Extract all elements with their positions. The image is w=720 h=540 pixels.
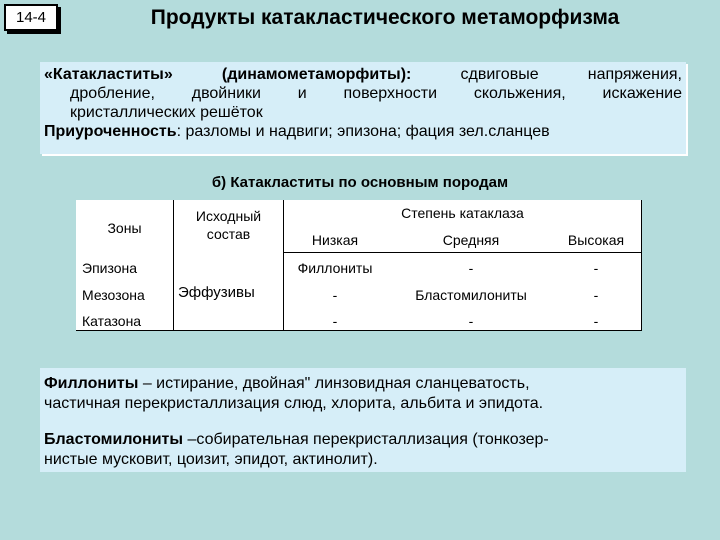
cell-low: Филлониты (297, 260, 373, 276)
degree-high: Высокая (567, 232, 625, 248)
notes-box (40, 368, 686, 472)
note-phyllonites (44, 374, 530, 393)
intro-line-1 (44, 65, 682, 84)
cell-mid: - (468, 260, 474, 276)
intro-term: «Катакластиты» (динамометаморфиты): (44, 66, 412, 83)
table-divider (283, 252, 642, 253)
header-degree: Степень катаклаза (401, 205, 524, 221)
confinement-term: Приуроченность (44, 123, 177, 140)
cell-high: - (593, 313, 599, 329)
cell-low: - (332, 287, 338, 303)
table-caption: б) Катакластиты по основным породам (211, 174, 509, 191)
header-source: Исходный состав (195, 208, 262, 242)
cell-high: - (593, 260, 599, 276)
intro-line-1-text: сдвиговые напряжения, (460, 66, 682, 83)
phyllonites-term: Филлониты (44, 375, 139, 392)
header-zones: Зоны (107, 220, 142, 236)
table-divider (76, 330, 642, 331)
intro-line-4 (44, 122, 682, 141)
cell-mid: Бластомилониты (415, 287, 527, 303)
note-blastomylonites-line-2: нистые мусковит, цоизит, эпидот, актинолит). (44, 451, 378, 468)
cell-high: - (593, 287, 599, 303)
degree-low: Низкая (311, 232, 359, 248)
blastomylonites-term: Бластомилониты (44, 431, 184, 448)
note-phyllonites-line-2: частичная перекристаллизация слюд, хлорита, альбита и эпидота. (44, 395, 544, 412)
table-divider (641, 200, 642, 331)
intro-box (40, 62, 686, 154)
degree-mid: Средняя (442, 232, 500, 248)
zone-label: Эпизона (82, 260, 138, 276)
source-value: Эффузивы (178, 284, 255, 301)
note-blastomylonites (44, 430, 549, 449)
slide-title: Продукты катакластического метаморфизма (150, 6, 620, 29)
phyllonites-text: – истирание, двойная" линзовидная сланцеватость, (138, 375, 530, 392)
intro-line-3: кристаллических решёток (70, 104, 263, 121)
blastomylonites-text: –собирательная перекристаллизация (тонкозер- (183, 431, 549, 448)
zone-label: Катазона (82, 313, 142, 329)
slide-number-badge: 14-4 (4, 4, 58, 31)
zone-label: Мезозона (82, 287, 145, 303)
intro-line-2: дробление, двойники и поверхности скольжения, искажение (70, 85, 682, 102)
cell-mid: - (468, 313, 474, 329)
cataclasite-table (76, 200, 642, 331)
cell-low: - (332, 313, 338, 329)
confinement-text: : разломы и надвиги; эпизона; фация зел.сланцев (176, 123, 550, 140)
